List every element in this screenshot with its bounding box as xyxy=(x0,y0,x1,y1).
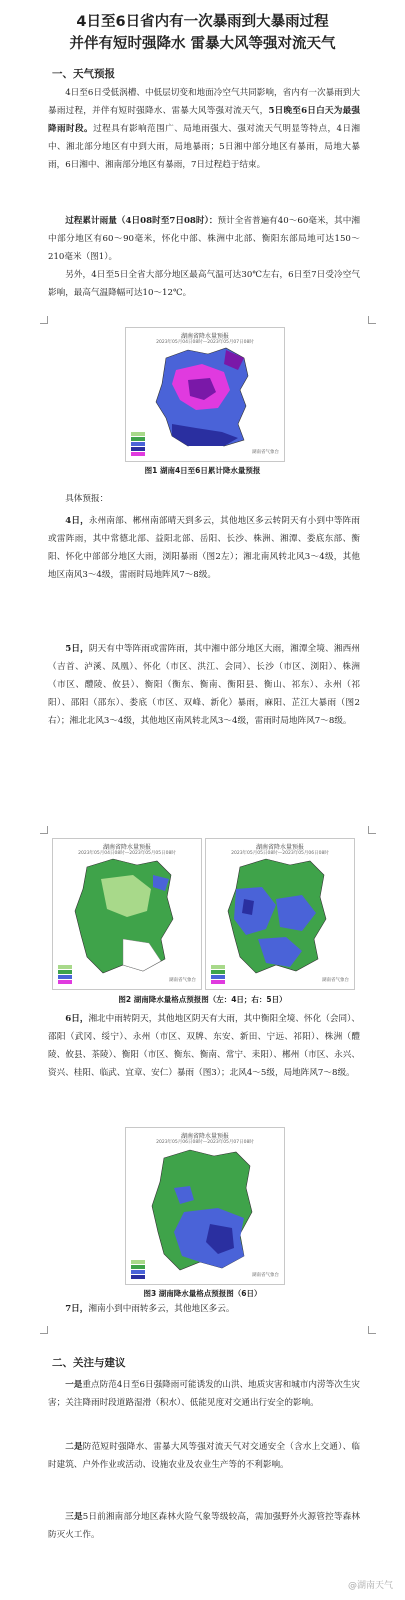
map-stamp: 湖南省气象台 xyxy=(252,1273,279,1278)
map-title: 湖南省降水量预报 xyxy=(180,1133,229,1140)
fig2-left-map xyxy=(52,838,202,990)
section-heading-forecast: 一、天气预报 xyxy=(52,68,115,80)
map-legend xyxy=(58,965,72,984)
map-title: 湖南省降水量预报 xyxy=(180,333,229,340)
paragraph-overview: 4日至6日受低涡槽、中低层切变和地面冷空气共同影响，省内有一次暴雨到大暴雨过程，并伴有短时强降水、雷暴大风等强对流天气，5日晚至6日白天为最强降雨时段。过程具有影响范围广、局地雨强大、强对流天气明显等特点，4日湘中、湘北部分地区有中到大雨，局地暴雨；5日湘中部分地区有暴雨，局地大暴雨，6日湘中、湘南部分地区有暴雨，7日过程趋于结束。 xyxy=(48,88,360,170)
fig1-caption: 图1 湖南4日至6日累计降水量预报 xyxy=(144,466,261,475)
map-legend xyxy=(131,432,145,456)
map-title: 湖南省降水量预报 xyxy=(255,844,304,851)
crop-mark xyxy=(368,1326,376,1334)
map-title: 湖南省降水量预报 xyxy=(102,844,151,851)
doc-title-line1: 4日至6日省内有一次暴雨到大暴雨过程 xyxy=(76,14,329,30)
crop-mark xyxy=(40,826,48,834)
map-stamp: 湖南省气象台 xyxy=(322,978,349,983)
paragraph-day4: 4日，永州南部、郴州南部晴天到多云，其他地区多云转阴天有小到中等阵雨或雷阵雨，其中常德北部、益阳北部、岳阳、长沙、株洲、湘潭、娄底东部、衡阳、怀化中部部分地区大雨，浏阳暴雨（图2左）；湘北南风转北风3～4级，其他地区南风3～4级，雷雨时局地阵风7～8级。 xyxy=(48,516,360,580)
map-subtitle: 2023年05月04日08时—2023年05月07日08时 xyxy=(156,340,254,345)
crop-mark xyxy=(368,826,376,834)
paragraph-advice-3: 三是5日前湘南部分地区森林火险气象等级较高，需加强野外火源管控等森林防灭火工作。 xyxy=(48,1512,360,1540)
map-subtitle: 2023年05月05日08时—2023年05月06日08时 xyxy=(231,851,329,856)
crop-mark xyxy=(40,316,48,324)
fig3-caption: 图3 湖南降水量格点预报图（6日） xyxy=(143,1289,262,1298)
crop-mark xyxy=(368,316,376,324)
fig3-rainfall-map xyxy=(125,1127,285,1285)
paragraph-day6: 6日，湘北中雨转阴天，其他地区阴天有大雨，其中衡阳全境、怀化（会同）、邵阳（武冈、绥宁）、永州（市区、双牌、东安、新田、宁远、祁阳）、株洲（醴陵、攸县、茶陵）、衡阳（市区、衡东、衡南、常宁、耒阳）、郴州（市区、永兴、资兴、桂阳、临武、宜章、安仁）暴雨（图3）；北风4～5级，局地阵风7～8级。 xyxy=(48,1014,360,1078)
paragraph-accumulated-rain: 过程累计雨量（4日08时至7日08时）：预计全省普遍有40～60毫米，其中湘中部分地区有60～90毫米，怀化中部、株洲中北部、衡阳东部局地可达150～210毫米（图1）。 xyxy=(48,216,361,262)
paragraph-advice-2: 二是防范短时强降水、雷暴大风等强对流天气对交通安全（含水上交通）、临时建筑、户外作业或活动、设施农业及农业生产等的不利影响。 xyxy=(48,1442,360,1470)
hunan-map-shape xyxy=(126,1128,284,1284)
map-stamp: 湖南省气象台 xyxy=(252,450,279,455)
paragraph-day5: 5日，阴天有中等阵雨或雷阵雨，其中湘中部分地区大雨，湘潭全境、湘西州（吉首、泸溪、凤凰）、怀化（市区、洪江、会同）、长沙（市区、浏阳）、株洲（市区、醴陵、攸县）、衡阳（衡东、衡南、衡阳县、衡山、祁东）、永州（祁阳）、邵阳（邵东）、娄底（市区、双峰、新化）暴雨，麻阳、芷江大暴雨（图2右）；湘北北风3～4级，其他地区南风转北风3～4级，雷雨时局地阵风7～8级。 xyxy=(48,644,360,726)
paragraph-temperature: 另外，4日至5日全省大部分地区最高气温可达30℃左右，6日至7日受冷空气影响，最高气温降幅可达10～12℃。 xyxy=(48,270,360,298)
paragraph-advice-1: 一是重点防范4日至6日强降雨可能诱发的山洪、地质灾害和城市内涝等次生灾害；关注降雨时段道路湿滑（积水）、低能见度对交通出行安全的影响。 xyxy=(48,1380,360,1408)
hunan-map-shape xyxy=(126,328,284,461)
map-stamp: 湖南省气象台 xyxy=(169,978,196,983)
fig2-right-map xyxy=(205,838,355,990)
map-legend xyxy=(211,965,225,984)
map-legend xyxy=(131,1260,145,1279)
doc-title-line2: 并伴有短时强降水 雷暴大风等强对流天气 xyxy=(69,36,336,52)
fig2-caption: 图2 湖南降水量格点预报图（左：4日；右：5日） xyxy=(118,995,287,1004)
fig1-rainfall-map xyxy=(125,327,285,462)
paragraph-day7: 7日，湘南小到中雨转多云，其他地区多云。 xyxy=(65,1304,235,1314)
crop-mark xyxy=(40,1326,48,1334)
map-subtitle: 2023年05月04日08时—2023年05月05日08时 xyxy=(78,851,176,856)
section-heading-advice: 二、关注与建议 xyxy=(52,1357,126,1369)
map-subtitle: 2023年05月06日08时—2023年05月07日08时 xyxy=(156,1140,254,1145)
hunan-map-shape xyxy=(53,839,201,989)
weibo-watermark: @湖南天气 xyxy=(347,1581,393,1591)
hunan-map-shape xyxy=(206,839,354,989)
paragraph-detail-intro: 具体预报： xyxy=(65,494,109,504)
